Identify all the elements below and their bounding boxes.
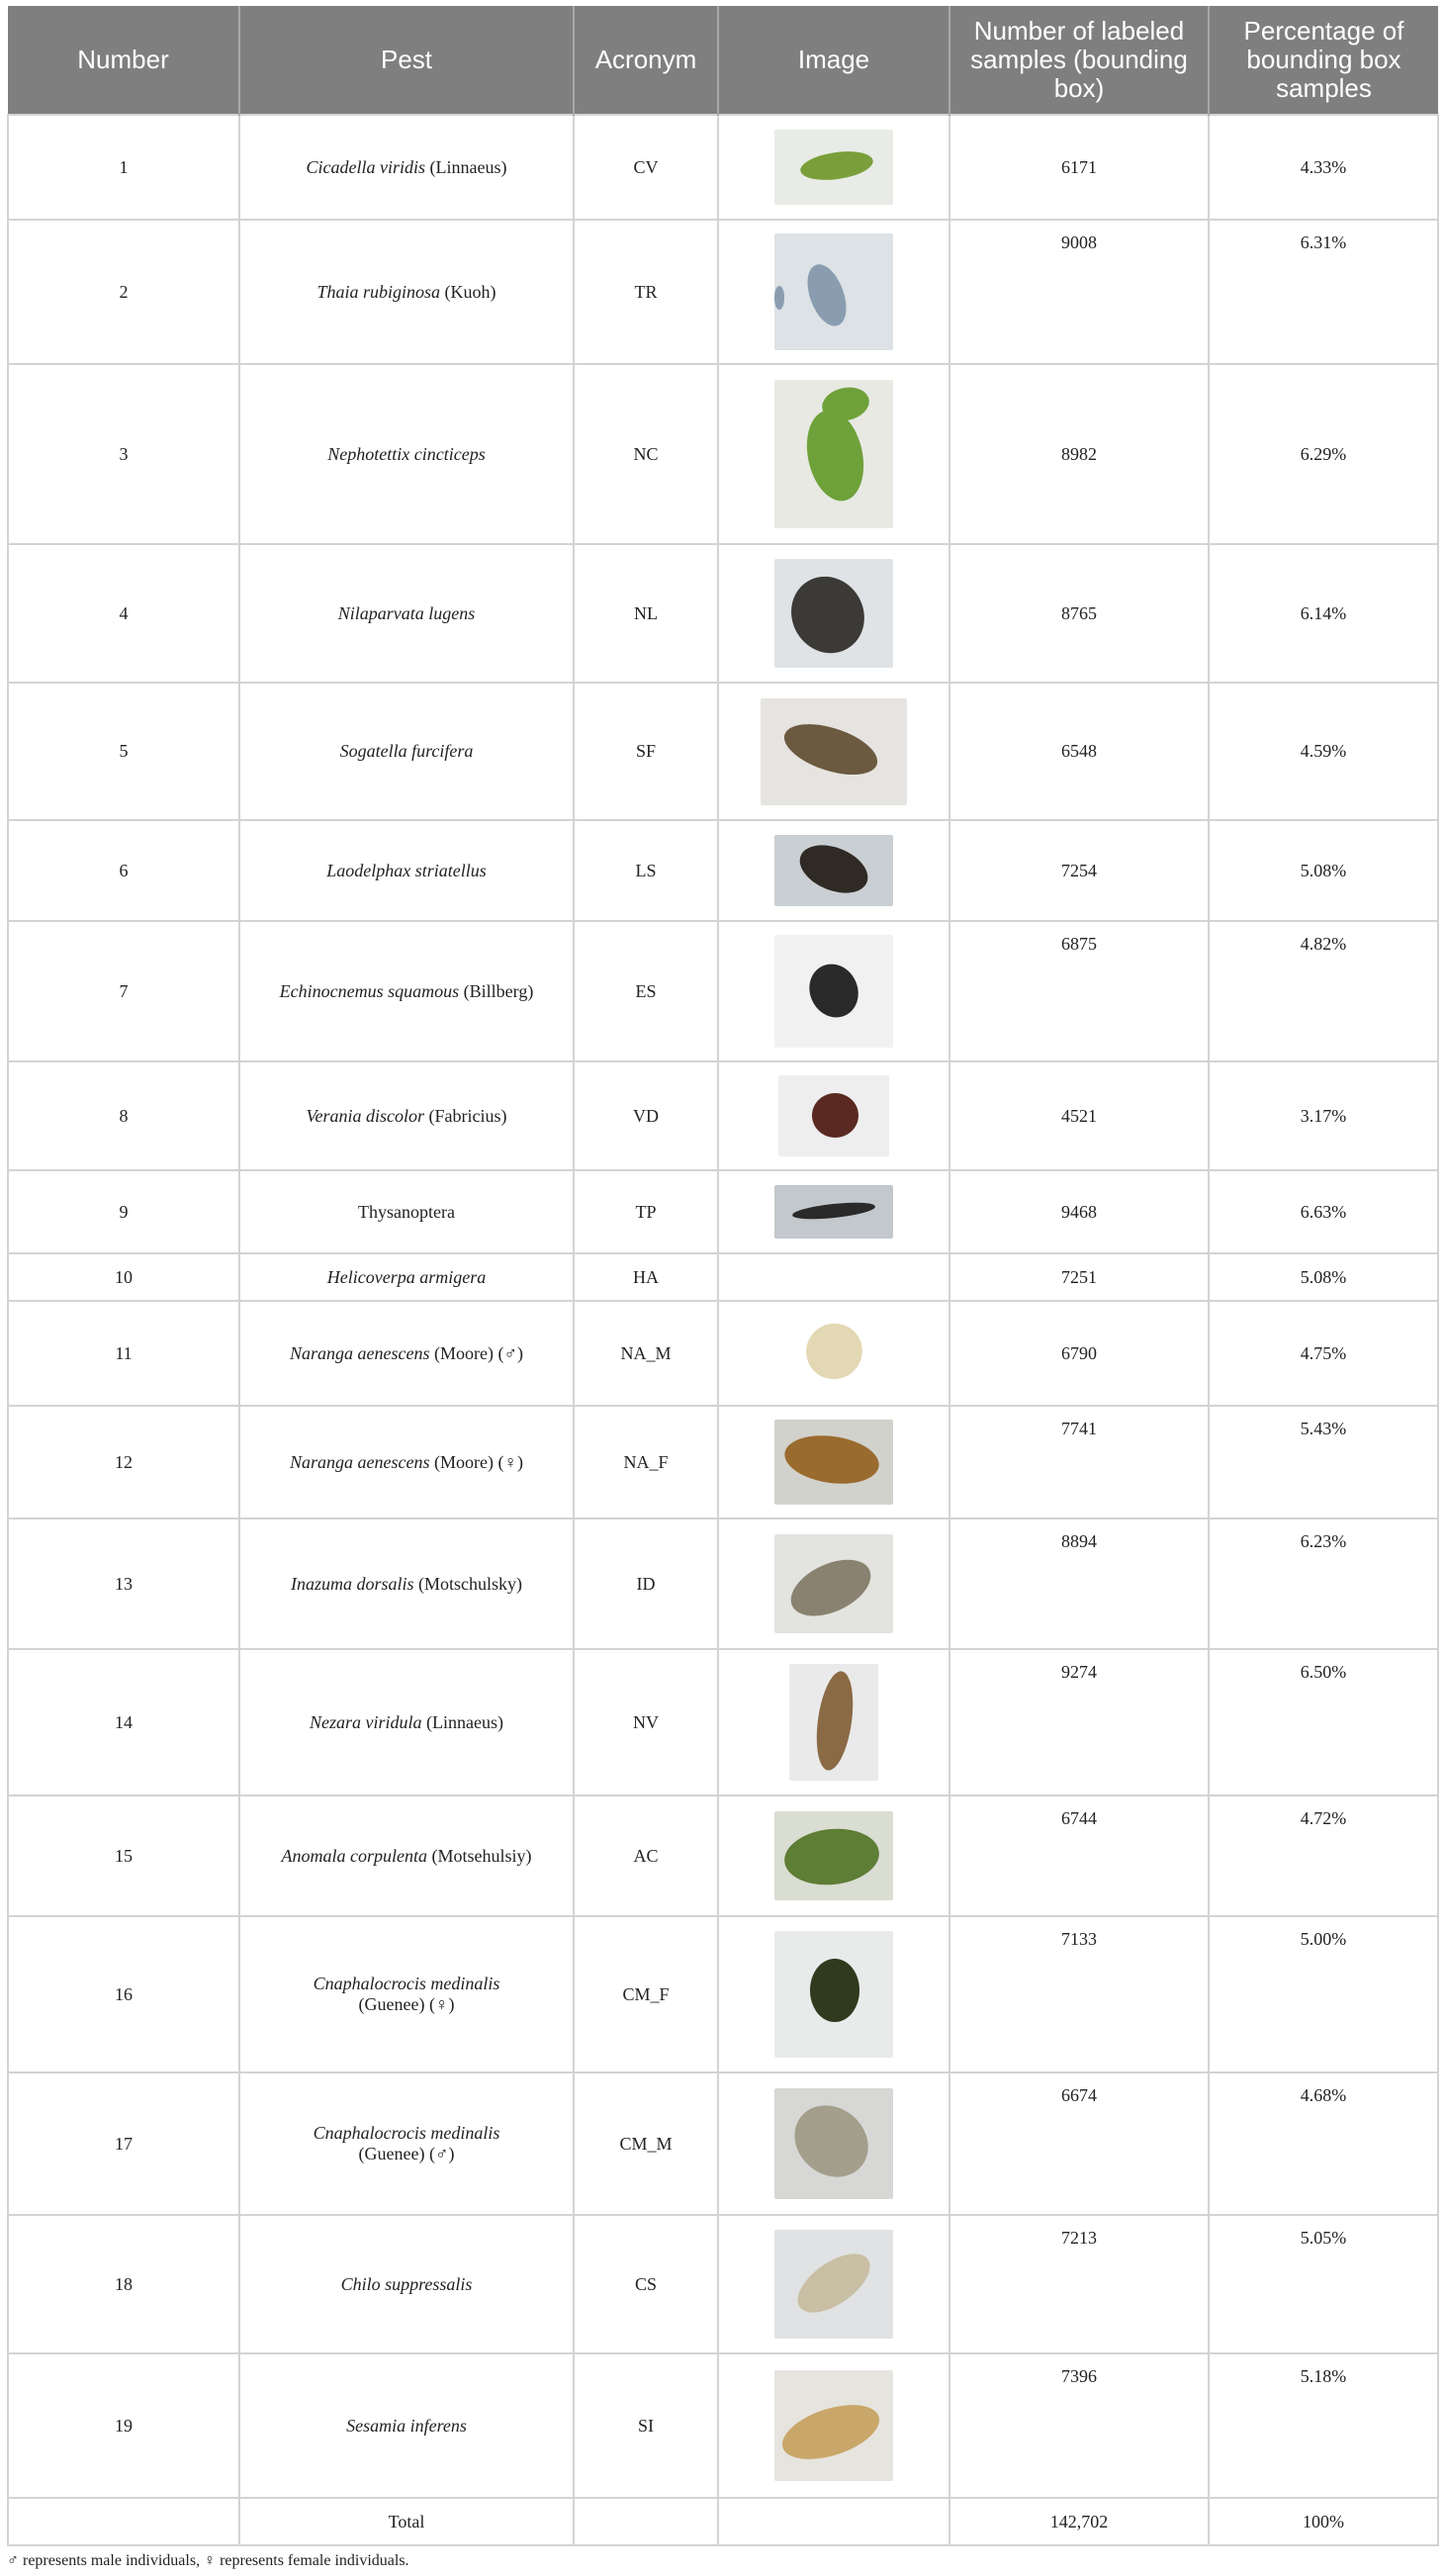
cell-acronym: CM_M: [574, 2072, 718, 2215]
pest-species-name: Laodelphax striatellus: [326, 860, 487, 880]
pest-species-name: Nephotettix cincticeps: [327, 443, 486, 464]
cell-acronym: NA_F: [574, 1406, 718, 1518]
cell-pest: [239, 683, 574, 820]
cell-labeled-samples: 7254: [949, 820, 1209, 921]
cell-pest: [239, 2072, 574, 2215]
cell-pest: [239, 1649, 574, 1795]
insect-shape: [777, 563, 878, 667]
table-row: [8, 364, 1438, 544]
cell-number: 1: [8, 115, 239, 220]
insect-shape: [792, 1200, 876, 1222]
insect-shape: [811, 1669, 858, 1773]
table-row: [8, 2215, 1438, 2353]
cell-labeled-samples: 7396: [949, 2353, 1209, 2498]
cell-image: [718, 1253, 949, 1301]
pest-species-name: Naranga aenescens: [290, 1451, 430, 1472]
cell-labeled-samples: 6790: [949, 1301, 1209, 1406]
cell-acronym: NA_M: [574, 1301, 718, 1406]
cell-pest: [239, 364, 574, 544]
cell-acronym: CS: [574, 2215, 718, 2353]
pest-authority: (Linnaeus): [425, 156, 507, 177]
pest-species-name: Sogatella furcifera: [339, 741, 474, 761]
table-row: [8, 2072, 1438, 2215]
pest-species-name: Inazuma dorsalis: [290, 1573, 414, 1594]
cell-labeled-samples: 8982: [949, 364, 1209, 544]
cell-percentage: 5.00%: [1209, 1916, 1438, 2072]
cell-number: 12: [8, 1406, 239, 1518]
cell-percentage: 4.82%: [1209, 921, 1438, 1061]
cell-pest: [239, 1518, 574, 1649]
cell-number: 19: [8, 2353, 239, 2498]
table-row: [8, 544, 1438, 683]
cell-percentage: 5.08%: [1209, 820, 1438, 921]
cell-image: [718, 2353, 949, 2498]
pest-species-name: Verania discolor: [306, 1105, 424, 1126]
cell-image: [718, 220, 949, 364]
table-row: [8, 1170, 1438, 1253]
cell-labeled-samples: 7251: [949, 1253, 1209, 1301]
pest-authority: (Guenee) (♂): [358, 2144, 455, 2163]
cell-percentage: 4.59%: [1209, 683, 1438, 820]
cell-image: [718, 364, 949, 544]
table-header-row: [8, 6, 1438, 115]
cell-pest: [239, 820, 574, 921]
small-planthopper-photo: [774, 835, 893, 906]
cell-image: [718, 115, 949, 220]
cell-image: [718, 2215, 949, 2353]
cell-pest: [239, 921, 574, 1061]
green-leafhopper-black-tip-photo: [774, 380, 893, 528]
total-row: [8, 2498, 1438, 2545]
insect-shape: [782, 1548, 880, 1627]
green-chafer-photo: [774, 1811, 893, 1900]
cell-labeled-samples: 9008: [949, 220, 1209, 364]
cell-percentage: 5.05%: [1209, 2215, 1438, 2353]
insect-shape: [810, 1959, 859, 2022]
table-row: [8, 1253, 1438, 1301]
cell-image: [718, 2072, 949, 2215]
table-row: [8, 820, 1438, 921]
cell-labeled-samples: 6875: [949, 921, 1209, 1061]
insect-shape: [781, 1824, 881, 1889]
pest-species-name: Thaia rubiginosa: [316, 281, 441, 302]
cell-image: [718, 1649, 949, 1795]
pest-authority: (Linnaeus): [421, 1711, 503, 1732]
column-header-acronym: Acronym: [574, 6, 718, 115]
cell-percentage: 5.08%: [1209, 1253, 1438, 1301]
cell-image: [718, 1518, 949, 1649]
cell-number: 6: [8, 820, 239, 921]
stink-bug-photo: [789, 1664, 878, 1781]
cell-percentage: 4.68%: [1209, 2072, 1438, 2215]
column-header-image: Image: [718, 6, 949, 115]
pest-species-name: Naranga aenescens: [290, 1342, 430, 1363]
cell-labeled-samples: 8765: [949, 544, 1209, 683]
table-row: [8, 683, 1438, 820]
cell-acronym: VD: [574, 1061, 718, 1170]
cell-acronym: AC: [574, 1795, 718, 1916]
cell-image: [718, 1795, 949, 1916]
table-row: [8, 1301, 1438, 1406]
cell-number: 2: [8, 220, 239, 364]
cell-number: 14: [8, 1649, 239, 1795]
cell-acronym: HA: [574, 1253, 718, 1301]
cell-total-count: 142,702: [949, 2498, 1209, 2545]
pest-species-name: Nezara viridula: [310, 1711, 422, 1732]
pest-species-name: Cnaphalocrocis medinalis: [313, 2123, 500, 2143]
cell-percentage: 6.23%: [1209, 1518, 1438, 1649]
cell-number: 3: [8, 364, 239, 544]
cell-pest: [239, 1253, 574, 1301]
pest-authority: Thysanoptera: [358, 1201, 455, 1222]
cell-number: 8: [8, 1061, 239, 1170]
cell-image: [718, 1170, 949, 1253]
cell-number: 10: [8, 1253, 239, 1301]
beetle-photo: [778, 1075, 889, 1156]
cell-image: [718, 921, 949, 1061]
dark-chafer-photo: [774, 1931, 893, 2058]
cell-pest: [239, 220, 574, 364]
cell-labeled-samples: 7741: [949, 1406, 1209, 1518]
pale-leafhopper-photo: [774, 233, 893, 350]
cell-number: 13: [8, 1518, 239, 1649]
cell-number: 7: [8, 921, 239, 1061]
pest-species-name: Sesamia inferens: [346, 2415, 467, 2436]
table-row: [8, 1649, 1438, 1795]
pest-authority: (Motschulsky): [413, 1573, 522, 1594]
brown-moth-photo: [774, 1420, 893, 1505]
weevil-photo: [774, 935, 893, 1048]
cell-percentage: 6.50%: [1209, 1649, 1438, 1795]
cell-percentage: 5.18%: [1209, 2353, 1438, 2498]
cell-total-label: Total: [239, 2498, 574, 2545]
grey-leafhopper-photo: [774, 1534, 893, 1633]
insect-shape: [800, 259, 854, 330]
cell-percentage: 6.14%: [1209, 544, 1438, 683]
cell-acronym: TP: [574, 1170, 718, 1253]
cell-acronym: NV: [574, 1649, 718, 1795]
pest-authority: (Moore) (♀): [429, 1451, 523, 1472]
cell-pest: [239, 2353, 574, 2498]
cell-labeled-samples: 8894: [949, 1518, 1209, 1649]
pest-authority: (Motsehulsiy): [426, 1845, 532, 1866]
cell-acronym: TR: [574, 220, 718, 364]
table-row: [8, 1795, 1438, 1916]
table-row: [8, 1061, 1438, 1170]
straw-moth-photo: [774, 2370, 893, 2481]
cell-total-percentage: 100%: [1209, 2498, 1438, 2545]
cell-number: 4: [8, 544, 239, 683]
cell-labeled-samples: 4521: [949, 1061, 1209, 1170]
table-row: [8, 220, 1438, 364]
cell-percentage: 6.29%: [1209, 364, 1438, 544]
pale-moth-small-photo: [774, 2230, 893, 2339]
planthopper-photo: [761, 698, 907, 805]
cell-number: 11: [8, 1301, 239, 1406]
insect-shape: [799, 147, 875, 184]
insect-shape: [812, 1093, 858, 1138]
cell-image: [718, 1061, 949, 1170]
cell-acronym: LS: [574, 820, 718, 921]
table-row: [8, 115, 1438, 220]
cell-percentage: 4.72%: [1209, 1795, 1438, 1916]
table-body: [8, 115, 1438, 2545]
cell-percentage: 6.63%: [1209, 1170, 1438, 1253]
cell-percentage: 4.75%: [1209, 1301, 1438, 1406]
cell-total-acronym: [574, 2498, 718, 2545]
cell-pest: [239, 1795, 574, 1916]
cell-percentage: 3.17%: [1209, 1061, 1438, 1170]
cell-image: [718, 683, 949, 820]
cell-labeled-samples: 6744: [949, 1795, 1209, 1916]
insect-shape: [788, 2243, 880, 2324]
cell-acronym: CV: [574, 115, 718, 220]
cell-pest: [239, 1061, 574, 1170]
thrips-photo: [774, 1185, 893, 1239]
cell-labeled-samples: 7213: [949, 2215, 1209, 2353]
pest-species-name: Echinocnemus squamous: [279, 980, 460, 1001]
cell-acronym: NL: [574, 544, 718, 683]
cell-image: [718, 1301, 949, 1406]
cell-number: 15: [8, 1795, 239, 1916]
footnote: ♂ represents male individuals, ♀ represents female individuals.: [7, 2552, 409, 2569]
cell-number: 16: [8, 1916, 239, 2072]
cell-labeled-samples: 9468: [949, 1170, 1209, 1253]
insect-shape: [796, 1315, 872, 1390]
pale-moth-photo: [788, 1315, 879, 1392]
cell-number: 17: [8, 2072, 239, 2215]
pest-species-name: Anomala corpulenta: [281, 1845, 427, 1866]
table-row: [8, 921, 1438, 1061]
cell-pest: [239, 115, 574, 220]
cell-pest: [239, 1916, 574, 2072]
column-header-pest: Pest: [239, 6, 574, 115]
pest-authority: (Guenee) (♀): [358, 1994, 455, 2014]
cell-number: 18: [8, 2215, 239, 2353]
cell-acronym: SI: [574, 2353, 718, 2498]
cell-pest: [239, 1406, 574, 1518]
cell-pest: [239, 1301, 574, 1406]
insect-shape: [793, 836, 875, 902]
pest-species-name: Helicoverpa armigera: [326, 1266, 487, 1287]
column-header-labeled-samples: Number of labeled samples (bounding box): [949, 6, 1209, 115]
cell-labeled-samples: 6548: [949, 683, 1209, 820]
pest-species-name: Nilaparvata lugens: [337, 602, 476, 623]
cell-total-number: [8, 2498, 239, 2545]
cell-image: [718, 1406, 949, 1518]
insect-shape: [801, 956, 867, 1025]
pest-dataset-table: [7, 6, 1439, 2546]
table-row: [8, 1406, 1438, 1518]
cell-percentage: 6.31%: [1209, 220, 1438, 364]
cell-pest: [239, 544, 574, 683]
cell-number: 5: [8, 683, 239, 820]
column-header-percentage: Percentage of bounding box samples: [1209, 6, 1438, 115]
insect-shape: [775, 2395, 886, 2470]
cell-labeled-samples: 9274: [949, 1649, 1209, 1795]
cell-labeled-samples: 7133: [949, 1916, 1209, 2072]
table-row: [8, 2353, 1438, 2498]
cell-image: [718, 820, 949, 921]
insect-shape: [780, 2091, 883, 2192]
cell-acronym: NC: [574, 364, 718, 544]
cell-pest: [239, 2215, 574, 2353]
column-header-number: Number: [8, 6, 239, 115]
insect-shape: [778, 714, 883, 784]
insect-shape: [781, 1430, 882, 1490]
green-leafhopper-photo: [774, 130, 893, 205]
cell-number: 9: [8, 1170, 239, 1253]
pest-authority: (Fabricius): [424, 1105, 507, 1126]
pest-authority: (Moore) (♂): [429, 1342, 523, 1363]
table-row: [8, 1518, 1438, 1649]
cell-pest: [239, 1170, 574, 1253]
cell-image: [718, 1916, 949, 2072]
table-row: [8, 1916, 1438, 2072]
cell-labeled-samples: 6171: [949, 115, 1209, 220]
cell-percentage: 4.33%: [1209, 115, 1438, 220]
cell-acronym: ES: [574, 921, 718, 1061]
pest-authority: (Kuoh): [440, 281, 496, 302]
brown-planthopper-photo: [774, 559, 893, 668]
insect-shape: [774, 286, 784, 310]
grey-moth-photo: [774, 2088, 893, 2199]
cell-acronym: SF: [574, 683, 718, 820]
pest-species-name: Cicadella viridis: [306, 156, 426, 177]
cell-image: [718, 544, 949, 683]
pest-species-name: Cnaphalocrocis medinalis: [313, 1974, 500, 1993]
cell-percentage: 5.43%: [1209, 1406, 1438, 1518]
pest-species-name: Chilo suppressalis: [340, 2273, 473, 2294]
cell-acronym: CM_F: [574, 1916, 718, 2072]
cell-total-image: [718, 2498, 949, 2545]
pest-authority: (Billberg): [459, 980, 534, 1001]
cell-acronym: ID: [574, 1518, 718, 1649]
cell-labeled-samples: 6674: [949, 2072, 1209, 2215]
